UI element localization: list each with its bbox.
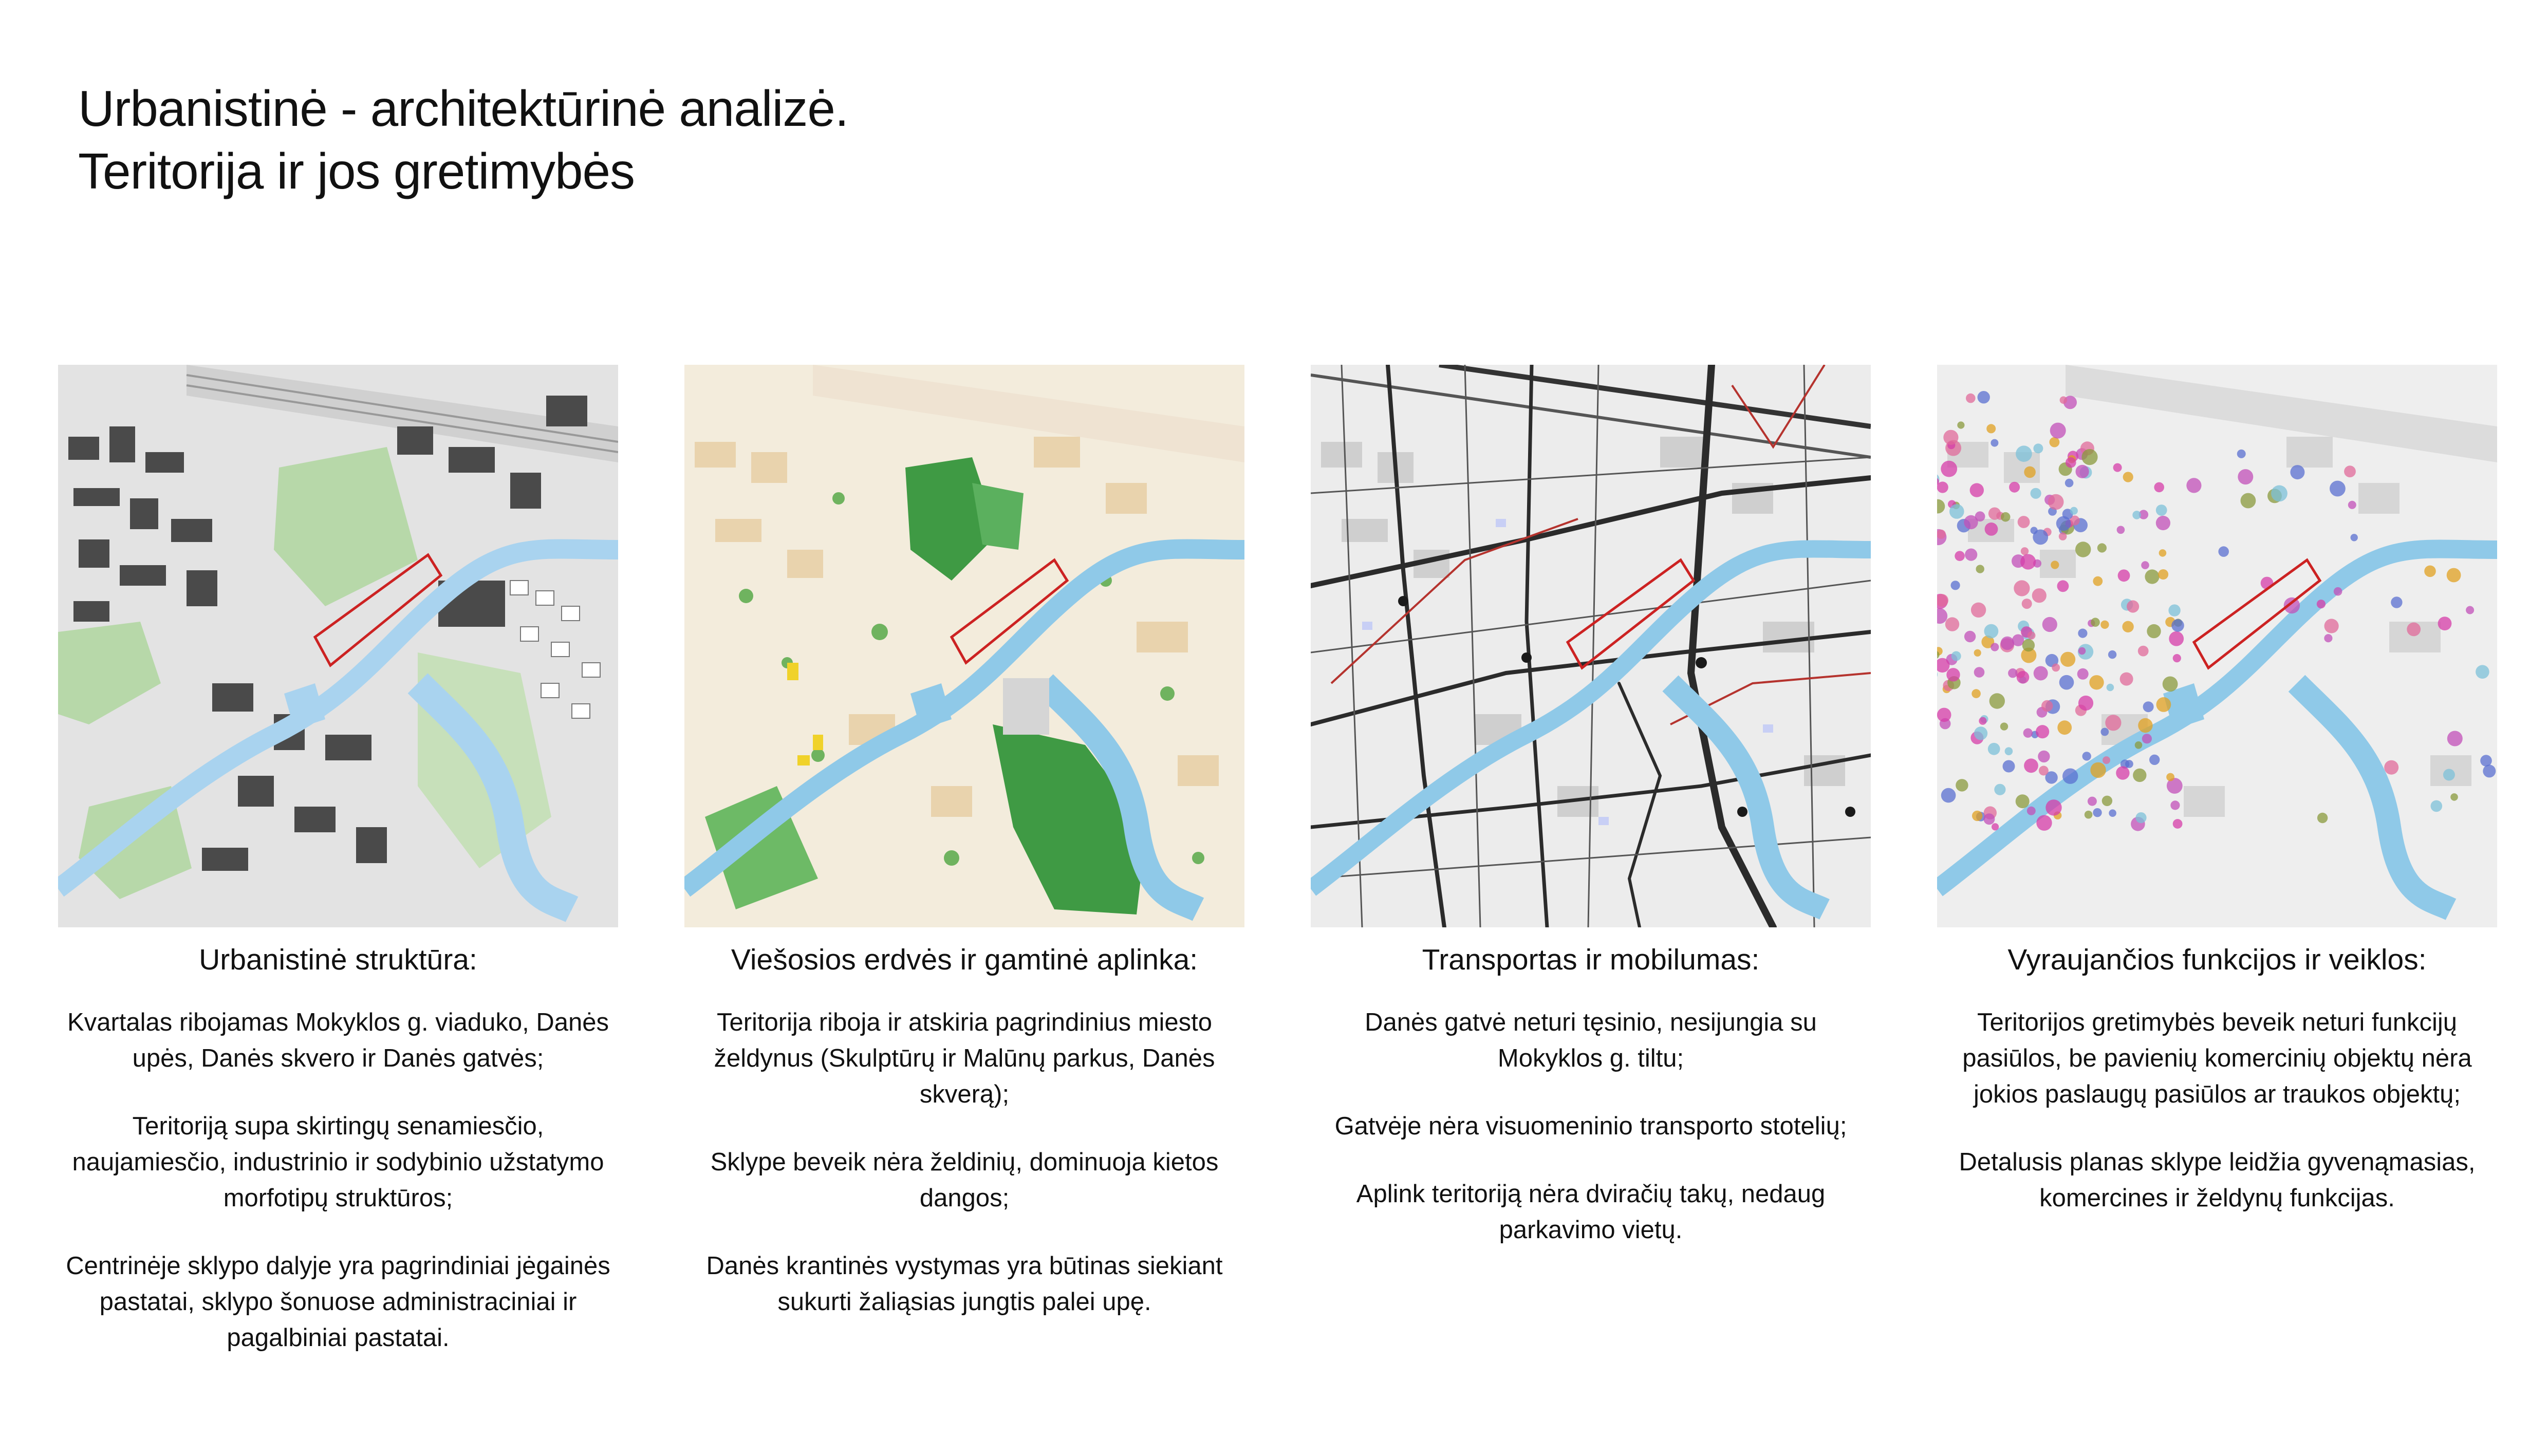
function-point bbox=[1971, 603, 1986, 618]
function-point bbox=[2186, 478, 2201, 493]
paragraph: Kvartalas ribojamas Mokyklos g. viaduko, Danės upės, Danės skvero ir Danės gatvės; bbox=[67, 1009, 609, 1072]
function-point bbox=[2127, 600, 2139, 612]
function-point bbox=[1956, 779, 1968, 791]
page-title bbox=[78, 77, 848, 202]
function-point bbox=[2158, 569, 2168, 580]
paragraph: Gatvėje nėra visuomeninio transporto stotelių; bbox=[1334, 1112, 1847, 1140]
function-point bbox=[2163, 677, 2178, 692]
paragraph: Teritorijos gretimybės beveik neturi funkcijų pasiūlos, be pavienių komercinių objektų nėra jokios paslaugų pasiūlos ar traukos objektų; bbox=[1962, 1009, 2472, 1108]
function-point bbox=[2156, 505, 2167, 516]
function-point bbox=[2003, 760, 2015, 773]
function-point bbox=[1965, 549, 1977, 561]
function-point bbox=[2170, 800, 2180, 810]
function-point bbox=[2065, 479, 2074, 488]
function-point bbox=[2090, 762, 2106, 778]
function-point bbox=[1937, 481, 1948, 493]
function-point bbox=[2093, 808, 2101, 817]
function-point bbox=[2159, 549, 2167, 557]
function-point bbox=[2324, 634, 2332, 642]
function-point bbox=[2135, 741, 2143, 749]
function-point bbox=[2041, 700, 2053, 712]
function-point bbox=[2135, 812, 2146, 823]
function-point bbox=[2060, 652, 2075, 667]
function-point bbox=[2033, 443, 2043, 453]
function-point bbox=[2290, 465, 2304, 479]
panel-transport bbox=[1311, 365, 1871, 1248]
function-point bbox=[2088, 797, 2097, 806]
function-point bbox=[2075, 542, 2091, 557]
function-point bbox=[2031, 488, 2041, 499]
function-point bbox=[2078, 629, 2087, 638]
function-point bbox=[2143, 701, 2154, 712]
function-point bbox=[2008, 668, 2017, 678]
function-point bbox=[1957, 421, 1964, 428]
function-point bbox=[2109, 809, 2116, 817]
function-point bbox=[2001, 512, 2011, 522]
function-point bbox=[2045, 799, 2061, 815]
function-point bbox=[2082, 752, 2091, 760]
function-point bbox=[2156, 697, 2171, 712]
function-point bbox=[2039, 766, 2049, 776]
function-point bbox=[1991, 643, 1999, 651]
function-point bbox=[2078, 696, 2093, 711]
function-point bbox=[1946, 668, 1960, 681]
function-point bbox=[2023, 729, 2033, 738]
function-point bbox=[2138, 646, 2149, 657]
panel-urban-structure bbox=[58, 365, 618, 1356]
paragraph: Teritorija riboja ir atskiria pagrindinius miesto želdynus (Skulptūrų ir Malūnų parkus, Danės skverą); bbox=[714, 1009, 1215, 1108]
function-point bbox=[2145, 569, 2159, 584]
function-point bbox=[1951, 581, 1960, 590]
function-point bbox=[1943, 430, 1958, 445]
function-point bbox=[1964, 515, 1978, 529]
title-line-2: Teritorija ir jos gretimybės bbox=[78, 143, 635, 199]
function-point bbox=[2028, 631, 2036, 640]
function-point bbox=[2018, 516, 2030, 528]
function-point bbox=[2038, 751, 2050, 762]
function-point bbox=[2036, 815, 2052, 831]
function-point bbox=[2051, 561, 2059, 569]
description-public-spaces bbox=[684, 1004, 1244, 1320]
function-point bbox=[2142, 734, 2152, 743]
paragraph: Danės krantinės vystymas yra būtinas siekiant sukurti žaliąsias jungtis palei upę. bbox=[706, 1252, 1223, 1316]
function-point bbox=[1984, 624, 1999, 639]
function-point bbox=[2093, 576, 2103, 586]
function-point bbox=[1945, 617, 1959, 631]
function-point bbox=[2052, 664, 2060, 672]
function-point bbox=[2024, 466, 2036, 478]
function-point bbox=[1974, 726, 1987, 740]
function-point bbox=[2016, 794, 2030, 808]
function-point bbox=[2348, 501, 2356, 509]
function-point bbox=[2024, 758, 2038, 773]
function-point bbox=[2009, 482, 2020, 493]
function-point bbox=[2122, 621, 2133, 632]
function-point bbox=[2169, 631, 2184, 646]
function-point bbox=[2351, 534, 2358, 541]
functions-map bbox=[1937, 365, 2497, 927]
function-point bbox=[1989, 693, 2005, 708]
function-point bbox=[2014, 580, 2030, 596]
function-point bbox=[2147, 624, 2161, 638]
function-point bbox=[1966, 394, 1976, 403]
function-point bbox=[2123, 472, 2133, 482]
function-point bbox=[2097, 543, 2107, 552]
function-point bbox=[2317, 813, 2328, 823]
function-point bbox=[2100, 621, 2109, 629]
paragraph: Centrinėje sklypo dalyje yra pagrindiniai jėgainės pastatai, sklypo šonuose administraciniai ir pagalbiniai pastatai. bbox=[66, 1252, 610, 1352]
function-point bbox=[1974, 649, 1981, 657]
function-point bbox=[2076, 465, 2089, 478]
function-point bbox=[2133, 769, 2146, 782]
urban-structure-map bbox=[58, 365, 618, 927]
function-point bbox=[2241, 493, 2256, 509]
function-point bbox=[2105, 715, 2121, 731]
function-point bbox=[2138, 718, 2152, 733]
function-point bbox=[2022, 639, 2035, 651]
function-point bbox=[2407, 623, 2421, 637]
description-functions bbox=[1937, 1004, 2497, 1216]
function-point bbox=[2156, 516, 2170, 530]
function-point bbox=[2081, 449, 2097, 465]
function-point bbox=[1949, 504, 1964, 519]
function-point bbox=[1937, 708, 1951, 722]
function-point bbox=[2317, 600, 2326, 608]
function-point bbox=[2060, 396, 2068, 404]
function-point bbox=[1976, 565, 1984, 573]
function-point bbox=[2070, 507, 2078, 515]
function-point bbox=[2447, 731, 2463, 746]
function-point bbox=[2173, 654, 2181, 662]
function-point bbox=[2036, 725, 2049, 738]
paragraph: Detalusis planas sklype leidžia gyvenąmasias, komercines ir želdynų funkcijas. bbox=[1959, 1148, 2476, 1212]
function-point bbox=[2125, 760, 2133, 768]
function-point bbox=[2483, 764, 2496, 777]
function-point bbox=[2102, 796, 2112, 806]
function-point bbox=[2118, 569, 2130, 582]
function-point bbox=[2020, 554, 2036, 569]
function-point bbox=[2238, 469, 2253, 484]
function-point bbox=[2218, 546, 2229, 557]
function-point bbox=[2050, 423, 2066, 439]
function-point bbox=[2149, 755, 2160, 765]
paragraph: Sklype beveik nėra želdinių, dominuoja kietos dangos; bbox=[710, 1148, 1219, 1212]
function-point bbox=[2450, 793, 2458, 801]
function-point bbox=[2077, 668, 2089, 680]
function-point bbox=[2033, 530, 2048, 545]
function-point bbox=[2108, 650, 2116, 659]
function-point bbox=[2034, 666, 2048, 681]
function-point bbox=[2391, 596, 2402, 608]
function-point bbox=[2384, 760, 2398, 775]
function-point bbox=[2085, 811, 2093, 819]
caption-public-spaces: Viešosios erdvės ir gamtinė aplinka: bbox=[731, 943, 1198, 976]
function-point bbox=[2066, 457, 2076, 468]
function-point bbox=[2431, 800, 2443, 812]
function-point bbox=[2330, 481, 2346, 497]
function-point bbox=[2016, 445, 2032, 462]
function-point bbox=[2027, 807, 2036, 815]
function-point bbox=[2447, 568, 2461, 583]
function-point bbox=[2078, 647, 2086, 655]
function-point bbox=[2141, 561, 2149, 569]
function-point bbox=[2062, 769, 2078, 784]
function-point bbox=[2042, 617, 2057, 632]
function-point bbox=[2116, 766, 2129, 779]
function-point bbox=[2171, 619, 2184, 632]
caption-functions: Vyraujančios funkcijos ir veiklos: bbox=[2007, 943, 2427, 976]
function-point bbox=[2438, 617, 2452, 630]
function-point bbox=[1972, 689, 1981, 698]
function-point bbox=[2021, 547, 2029, 555]
function-point bbox=[2059, 675, 2074, 690]
function-point bbox=[2271, 486, 2287, 502]
function-point bbox=[2089, 675, 2104, 689]
function-point bbox=[2000, 722, 2008, 730]
panel-public-spaces bbox=[684, 365, 1244, 1320]
function-point bbox=[2059, 532, 2067, 540]
function-point bbox=[1985, 522, 1998, 536]
function-point bbox=[2005, 747, 2013, 755]
function-point bbox=[1941, 461, 1957, 477]
function-point bbox=[1955, 551, 1965, 561]
function-point bbox=[1983, 813, 1995, 825]
function-point bbox=[1988, 508, 2001, 520]
function-point bbox=[1970, 483, 1984, 497]
description-urban-structure bbox=[58, 1004, 618, 1356]
function-point bbox=[1941, 788, 1956, 803]
function-point bbox=[2107, 684, 2114, 692]
function-point bbox=[2113, 463, 2122, 472]
function-point bbox=[1978, 391, 1990, 403]
function-point bbox=[1991, 439, 1998, 447]
public-spaces-map bbox=[684, 365, 1244, 927]
function-point bbox=[2032, 588, 2047, 603]
function-point bbox=[2057, 580, 2069, 592]
function-point bbox=[2100, 728, 2109, 736]
function-point bbox=[2057, 720, 2072, 735]
function-point bbox=[2324, 619, 2339, 633]
function-point bbox=[2017, 671, 2030, 684]
function-point bbox=[2117, 526, 2125, 534]
function-point bbox=[2424, 566, 2436, 577]
paragraph: Aplink teritoriją nėra dviračių takų, nedaug parkavimo vietų. bbox=[1356, 1180, 1826, 1244]
caption-transport: Transportas ir mobilumas: bbox=[1422, 943, 1760, 976]
description-transport bbox=[1311, 1004, 1871, 1248]
function-point bbox=[2344, 465, 2356, 477]
function-point bbox=[2443, 769, 2455, 781]
caption-urban-structure: Urbanistinė struktūra: bbox=[199, 943, 477, 976]
function-point bbox=[2173, 819, 2183, 829]
title-line-1: Urbanistinė - architektūrinė analizė. bbox=[78, 80, 849, 137]
function-point bbox=[2120, 673, 2133, 686]
function-point bbox=[2476, 665, 2489, 679]
function-point bbox=[2103, 756, 2110, 764]
panel-functions bbox=[1937, 365, 2497, 1216]
function-point bbox=[2168, 604, 2180, 616]
function-point bbox=[2050, 437, 2060, 447]
function-point bbox=[1986, 424, 1996, 433]
function-point bbox=[2237, 450, 2246, 458]
transport-map bbox=[1311, 365, 1871, 927]
function-point bbox=[2048, 494, 2064, 510]
function-point bbox=[2334, 587, 2342, 596]
function-point bbox=[1972, 811, 1982, 821]
function-point bbox=[1979, 717, 1986, 725]
function-point bbox=[2056, 516, 2071, 531]
function-point bbox=[1988, 743, 2000, 755]
paragraph: Danės gatvė neturi tęsinio, nesijungia su Mokyklos g. tiltu; bbox=[1365, 1009, 1817, 1072]
function-point bbox=[1974, 667, 1985, 678]
function-point bbox=[1951, 651, 1961, 661]
function-point bbox=[2154, 482, 2164, 493]
function-point bbox=[2022, 599, 2032, 609]
function-point bbox=[1994, 784, 2005, 795]
paragraph: Teritoriją supa skirtingų senamiesčio, naujamiesčio, industrinio ir sodybinio užstatymo morfotipų struktūros; bbox=[72, 1112, 604, 1212]
function-point bbox=[1992, 823, 1999, 830]
function-point bbox=[2091, 618, 2100, 627]
function-point bbox=[2132, 511, 2141, 519]
function-point bbox=[2001, 637, 2014, 650]
function-point bbox=[1964, 631, 1976, 642]
function-point bbox=[2466, 606, 2474, 614]
function-point bbox=[2166, 773, 2174, 781]
